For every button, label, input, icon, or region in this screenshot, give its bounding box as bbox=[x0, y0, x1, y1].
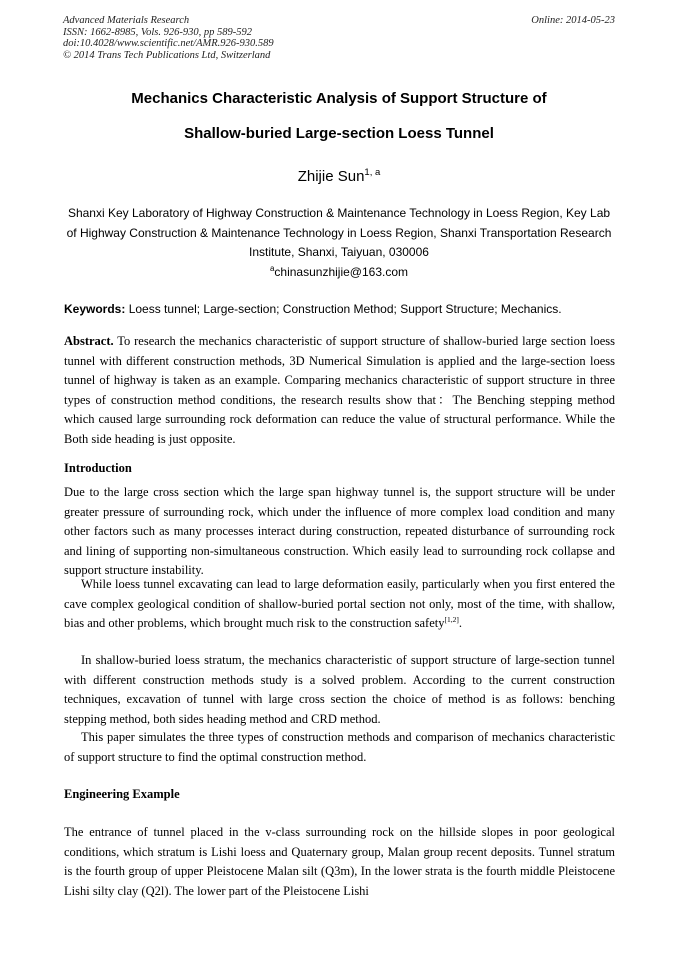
affiliation: Shanxi Key Laboratory of Highway Construction & Maintenance Technology in Loess Region, Key Lab of Highway Construction & Maintenance Technology in Loess Region, Shanxi Transportation Research Institute, Shanxi, Taiyuan, 030006 bbox=[66, 206, 612, 259]
email-superscript: a bbox=[269, 264, 275, 273]
keywords-text: Loess tunnel; Large-section; Construction Method; Support Structure; Mechanics. bbox=[128, 302, 562, 316]
abstract-text: To research the mechanics characteristic of support structure of shallow-buried large section loess tunnel with different construction methods, 3D Numerical Simulation is applied and the large-section loess tunnel of highway is taken as an example. Comparing mechanics characteristic of support structure in three types of construction method conditions, the research results show that：The Benching stepping method which caused large surrounding rock deformation can reduce the value of structural performance. While the Both side heading is just opposite. bbox=[64, 334, 615, 446]
keywords bbox=[64, 302, 616, 316]
citation-ref: [1,2] bbox=[444, 615, 459, 624]
introduction-paragraph-3: In shallow-buried loess stratum, the mechanics characteristic of support structure of large-section tunnel with different construction methods study is a solved problem. According to the current construction techniques, excavation of tunnel with large cross section the choice of method is as follows: benching stepping method, both sides heading method and CRD method. bbox=[64, 653, 615, 726]
journal-header bbox=[63, 15, 615, 61]
copyright-line: © 2014 Trans Tech Publications Ltd, Switzerland bbox=[63, 49, 271, 61]
issn-line: ISSN: 1662-8985, Vols. 926-930, pp 589-592 bbox=[63, 26, 252, 38]
paper-title-line-2: Shallow-buried Large-section Loess Tunnel bbox=[184, 125, 494, 142]
section-heading-introduction: Introduction bbox=[64, 461, 132, 475]
author bbox=[0, 167, 678, 185]
doi-line: doi:10.4028/www.scientific.net/AMR.926-930.589 bbox=[63, 38, 274, 50]
section-heading-engineering-example: Engineering Example bbox=[64, 787, 180, 801]
author-email bbox=[0, 264, 678, 279]
introduction-paragraph-1: Due to the large cross section which the large span highway tunnel is, the support structure will be under greater pressure of surrounding rock, which under the influence of more complex load condition and many other factors such as many processes interact during construction, repeated disturbance of surrounding rock and lining of supporting non-simultaneous construction. Which easily lead to surrounding rock collapse and support structure instability. bbox=[64, 485, 615, 577]
author-name: Zhijie Sun bbox=[297, 168, 365, 185]
abstract bbox=[64, 332, 615, 449]
paper-title-line-1: Mechanics Characteristic Analysis of Support Structure of bbox=[131, 90, 547, 107]
email-address: chinasunzhijie@163.com bbox=[274, 265, 409, 279]
keywords-label: Keywords: bbox=[64, 302, 126, 316]
author-superscript: 1, a bbox=[364, 167, 381, 178]
journal-name: Advanced Materials Research bbox=[63, 15, 190, 26]
introduction-paragraph-2-text: While loess tunnel excavating can lead to large deformation easily, particularly when you first entered the cave complex geological condition of shallow-buried portal section not only, most of the time, with shallow, bias and other problems, which brought much risk to the construction safety bbox=[64, 577, 615, 630]
abstract-label: Abstract. bbox=[64, 334, 114, 348]
introduction-paragraph-2-end: . bbox=[458, 616, 462, 630]
online-date: Online: 2014-05-23 bbox=[531, 15, 615, 26]
engineering-paragraph-1: The entrance of tunnel placed in the v-class surrounding rock on the hillside slopes in poor geological conditions, which stratum is Lishi loess and Quaternary group, Malan group recent deposits. Tunnel stratum is the fourth group of upper Pleistocene Malan silt (Q3m), In the lower strata is the fourth middle Pleistocene Lishi silty clay (Q2l). The lower part of the Pleistocene Lishi bbox=[64, 825, 615, 898]
introduction-paragraph-2 bbox=[64, 575, 615, 634]
introduction-paragraph-4: This paper simulates the three types of construction methods and comparison of mechanics characteristic of support structure to find the optimal construction method. bbox=[64, 730, 615, 764]
